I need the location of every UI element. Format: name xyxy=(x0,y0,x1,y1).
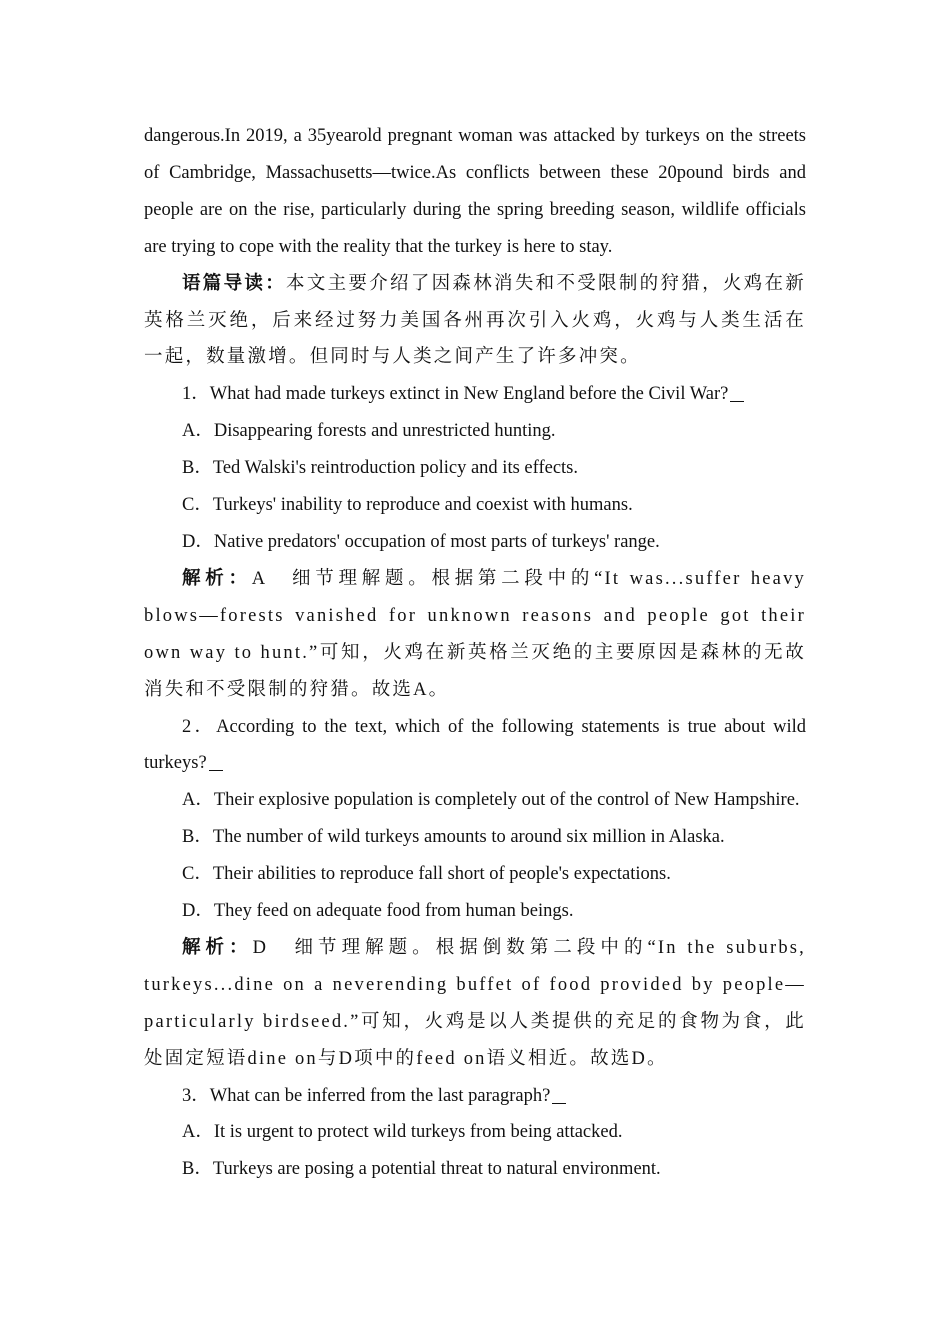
question-2-option-b: B．The number of wild turkeys amounts to around six million in Alaska. xyxy=(182,827,725,848)
question-1-option-b: B．Ted Walski's reintroduction policy and its effects. xyxy=(182,458,578,479)
question-3-option-a: A．It is urgent to protect wild turkeys from being attacked. xyxy=(182,1122,623,1143)
question-text: 2．According to the text, which of the following statements is true about wild turkeys? xyxy=(144,716,806,774)
question-1-stem xyxy=(144,376,806,413)
analysis-text: D 细节理解题。根据倒数第二段中的“In the suburbs, turkeys...dine on a neverending buffet of food provided by people—particularly birdseed.”可知，火鸡是以人类提供的充足的食物为食，此处固定短语dine on与D项中的feed on语义相近。故选D。 xyxy=(144,937,806,1069)
question-2-analysis xyxy=(144,930,806,1078)
answer-blank xyxy=(209,752,223,771)
question-3-stem xyxy=(144,1078,806,1115)
question-text: 1．What had made turkeys extinct in New England before the Civil War? xyxy=(182,384,729,405)
question-1-option-d: D．Native predators' occupation of most parts of turkeys' range. xyxy=(182,531,660,552)
question-2-option-c: C．Their abilities to reproduce fall short of people's expectations. xyxy=(182,864,671,885)
question-text: 3．What can be inferred from the last paragraph? xyxy=(182,1085,551,1106)
answer-blank xyxy=(730,383,744,402)
analysis-text: A 细节理解题。根据第二段中的“It was...suffer heavy blows—forests vanished for unknown reasons and people got their own way to hunt.”可知，火鸡在新英格兰灭绝的主要原因是森林的无故消失和不受限制的狩猎。故选A。 xyxy=(144,568,806,700)
question-2-option-d: D．They feed on adequate food from human beings. xyxy=(182,901,574,922)
question-1-option-c: C．Turkeys' inability to reproduce and coexist with humans. xyxy=(182,495,633,516)
question-1-option-a: A．Disappearing forests and unrestricted hunting. xyxy=(182,421,556,442)
question-2-option-a: A．Their explosive population is completely out of the control of New Hampshire. xyxy=(182,790,800,811)
document-page xyxy=(144,118,806,1188)
analysis-label: 解析： xyxy=(182,937,253,958)
passage-paragraph: dangerous.In 2019, a 35yearold pregnant woman was attacked by turkeys on the streets of Cambridge, Massachusetts—twice.As conflicts between these 20pound birds and people are on the rise, particularly during the spring breeding season, wildlife officials are trying to cope with the reality that the turkey is here to stay. xyxy=(144,126,806,257)
question-3-option-b: B．Turkeys are posing a potential threat to natural environment. xyxy=(182,1159,661,1180)
question-1-analysis xyxy=(144,561,806,709)
reading-guide xyxy=(144,266,806,377)
guide-label: 语篇导读： xyxy=(182,273,287,294)
guide-text: 本文主要介绍了因森林消失和不受限制的狩猎，火鸡在新英格兰灭绝，后来经过努力美国各州再次引入火鸡，火鸡与人类生活在一起，数量激增。但同时与人类之间产生了许多冲突。 xyxy=(144,273,806,368)
question-2-stem xyxy=(144,709,806,783)
analysis-label: 解析： xyxy=(182,568,252,589)
answer-blank xyxy=(552,1085,566,1104)
